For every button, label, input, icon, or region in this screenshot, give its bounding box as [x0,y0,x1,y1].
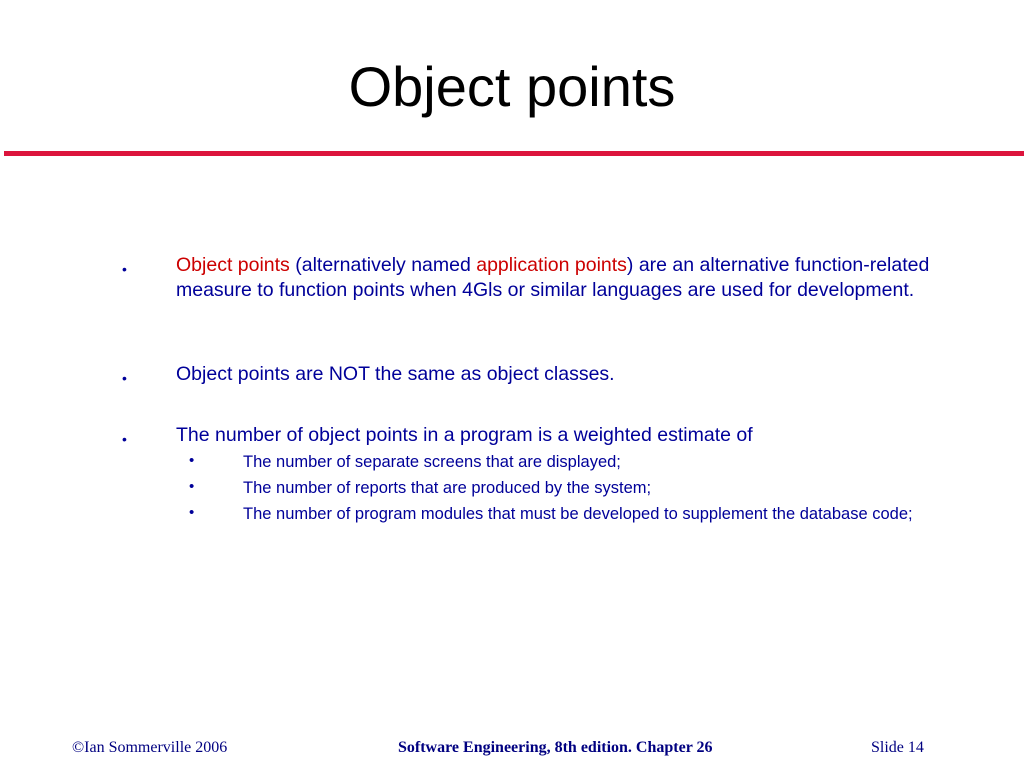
footer-slide-number: Slide 14 [871,739,924,756]
bullet-text: (alternatively named [289,254,477,276]
highlight-object-points: Object points [176,254,290,276]
bullet-object-points-definition [176,253,976,303]
sub-bullet-marker: • [189,504,195,521]
footer-copyright: ©Ian Sommerville 2006 [72,739,228,756]
sub-bullet-marker: • [189,478,195,495]
slide-title: Object points [348,55,676,118]
sub-bullet-marker: • [189,452,195,469]
bullet-weighted-estimate: The number of object points in a program is a weighted estimate of [176,424,753,446]
bullet-marker: • [122,431,127,447]
bullet-marker: • [122,261,127,277]
sub-bullet-reports: The number of reports that are produced by the system; [243,479,652,497]
sub-bullet-modules: The number of program modules that must be developed to supplement the database code; [243,505,913,523]
sub-bullet-screens: The number of separate screens that are displayed; [243,453,621,471]
highlight-application-points: application points [476,254,627,276]
bullet-text: ) are an alternative function-related measure to function points when 4Gls or similar languages are used for development. [176,254,930,301]
footer-book-title: Software Engineering, 8th edition. Chapter 26 [398,739,713,756]
bullet-not-object-classes: Object points are NOT the same as object classes. [176,363,615,385]
bullet-marker: • [122,370,127,386]
